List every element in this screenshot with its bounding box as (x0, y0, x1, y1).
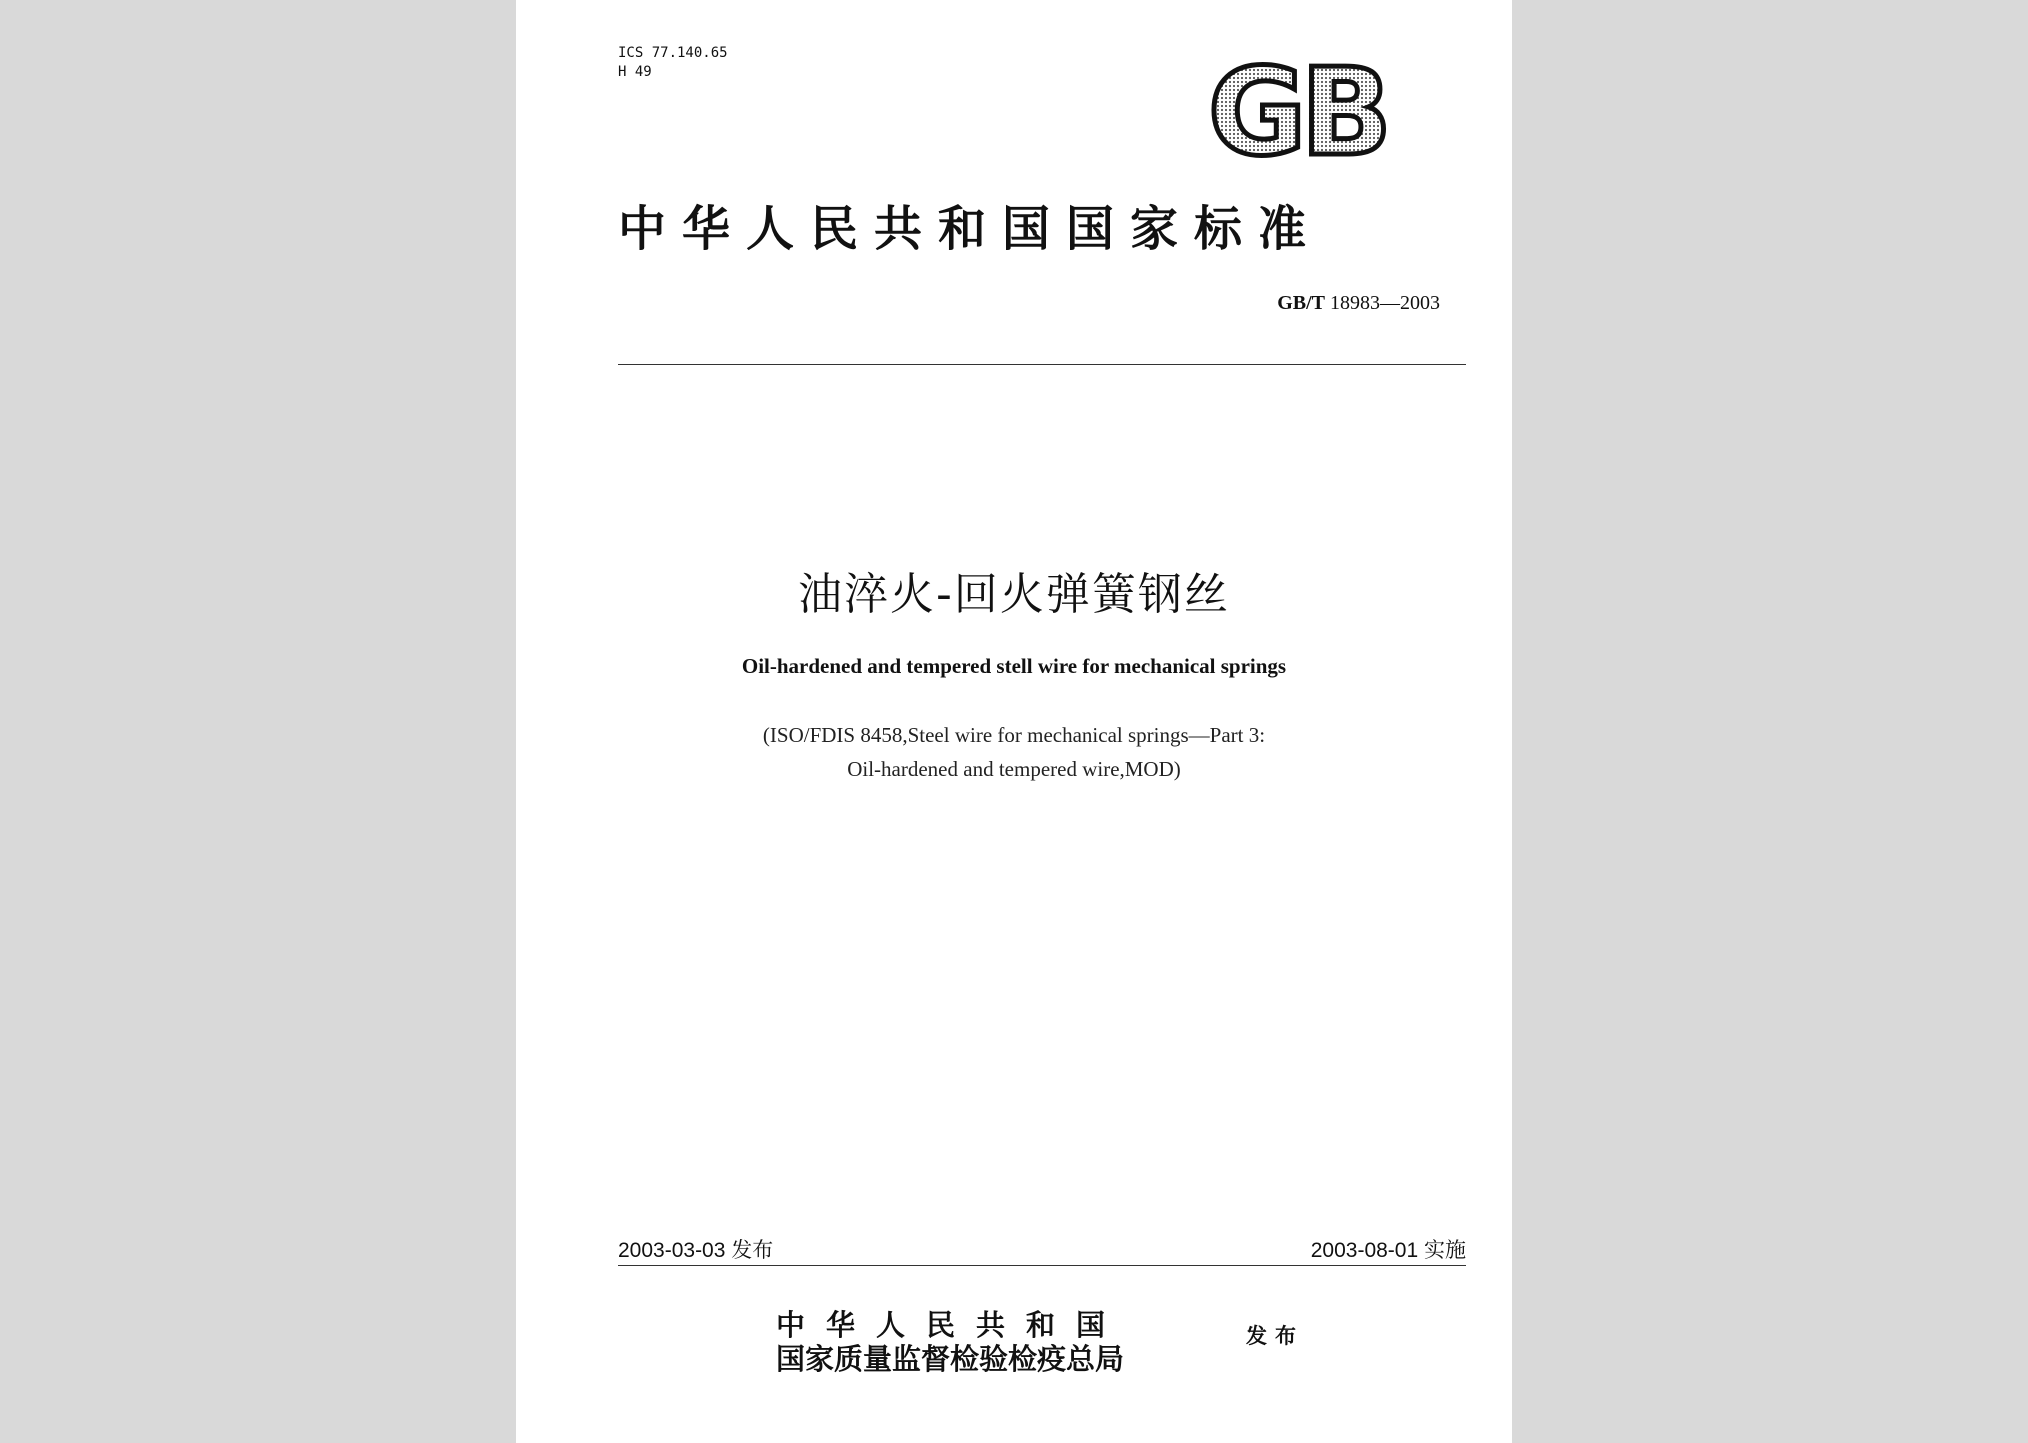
ccs-code: H 49 (618, 64, 652, 80)
bottom-divider (618, 1265, 1466, 1266)
issuer-line-1: 中华人民共和国 (776, 1308, 1127, 1342)
gb-logo-icon (1204, 52, 1414, 164)
standard-prefix: GB/T (1277, 292, 1325, 314)
top-divider (618, 364, 1466, 365)
ics-code: ICS 77.140.65 (618, 45, 728, 61)
equivalence-line-1: (ISO/FDIS 8458,Steel wire for mechanical springs—Part 3: (762, 723, 1266, 747)
classification-codes (618, 44, 728, 82)
english-title: Oil-hardened and tempered stell wire for mechanical springs (741, 654, 1287, 678)
standard-code: 18983—2003 (1330, 292, 1440, 314)
implementation-date: 2003-08-01 实施 (1310, 1239, 1466, 1262)
national-standard-title: 中华人民共和国国家标准 (618, 201, 1323, 257)
standard-number (1277, 292, 1440, 315)
issuer-line-2: 国家质量监督检验检疫总局 (776, 1342, 1125, 1376)
document-page (516, 0, 1512, 1443)
equivalence-line-2: Oil-hardened and tempered wire,MOD) (847, 757, 1181, 781)
equivalence-note (516, 718, 1512, 786)
chinese-title: 油淬火-回火弹簧钢丝 (798, 569, 1230, 620)
gb-logo-text: GB (1208, 52, 1386, 164)
issue-date: 2003-03-03 发布 (618, 1239, 774, 1262)
issue-word: 发布 (1246, 1323, 1304, 1348)
issuing-authority (776, 1308, 1126, 1376)
